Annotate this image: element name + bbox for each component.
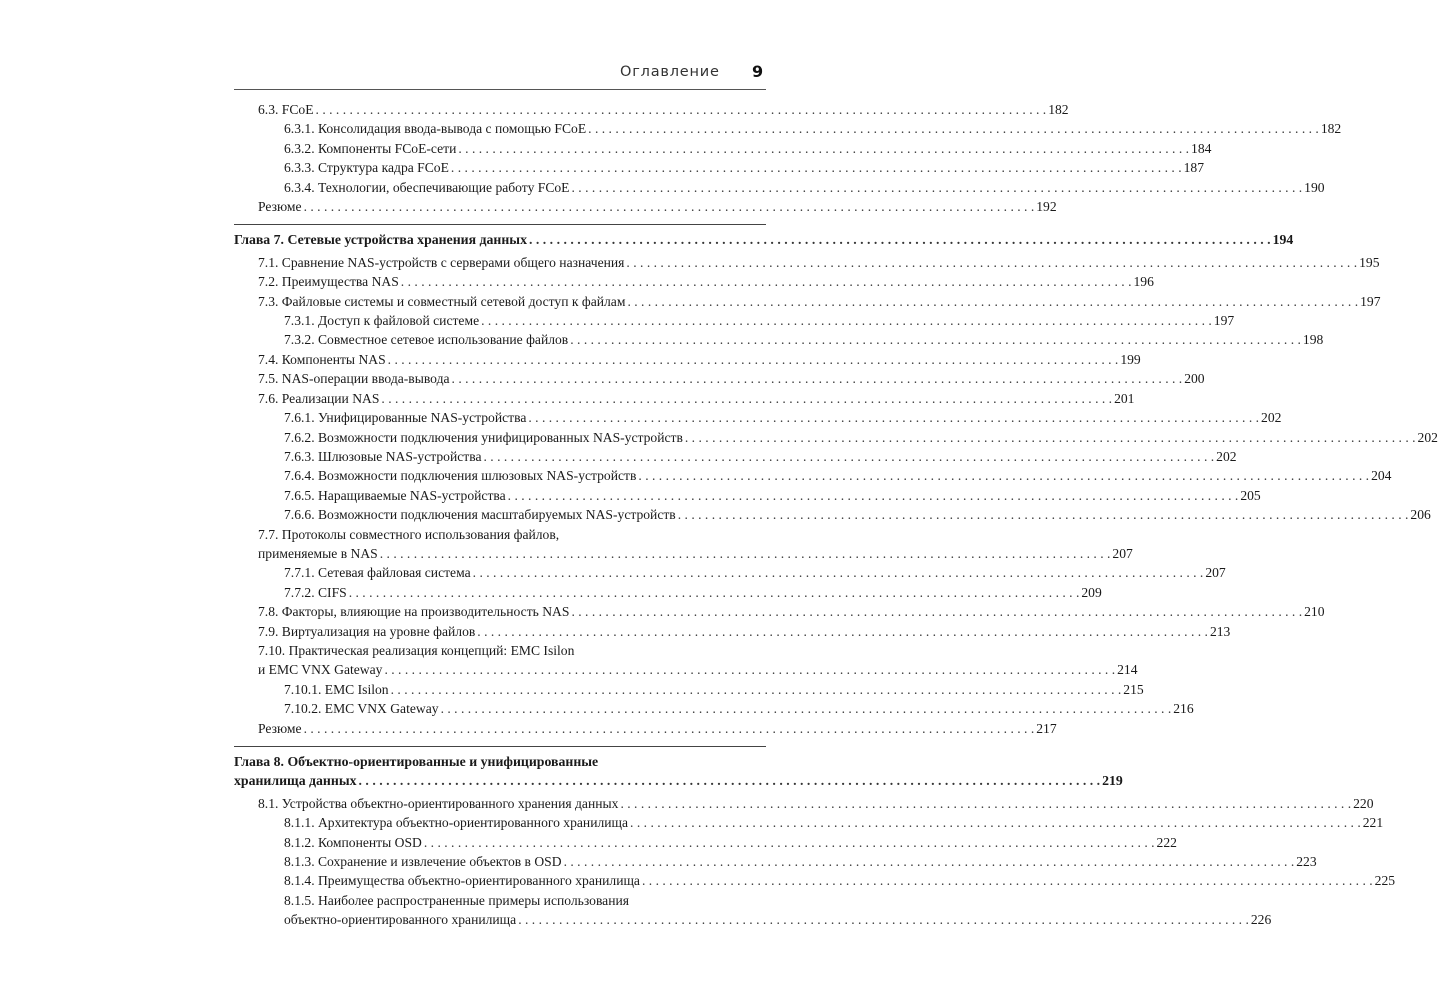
toc-entry-title: Глава 8. Объектно-ориентированные и унифицированные	[234, 754, 599, 769]
toc-entry[interactable]	[234, 699, 1194, 718]
toc-entry-title: 7.7. Протоколы совместного использования файлов,	[258, 526, 560, 542]
toc-entry-page: 220	[1353, 795, 1374, 811]
toc-entry-title: Резюме	[258, 199, 302, 215]
toc-entry-title-cont: и EMC VNX Gateway	[258, 662, 383, 678]
dot-leader	[304, 197, 1035, 216]
toc-entry[interactable]	[234, 119, 1342, 138]
toc-entry[interactable]	[234, 563, 1226, 582]
toc-entry-page: 197	[1360, 293, 1381, 309]
dot-leader	[620, 794, 1351, 813]
dot-leader	[401, 272, 1132, 291]
toc-entry-title: Глава 7. Сетевые устройства хранения данных	[234, 232, 527, 248]
toc-entry[interactable]	[234, 389, 1135, 408]
toc-entry-title: 7.9. Виртуализация на уровне файлов	[258, 623, 476, 639]
dot-leader	[304, 719, 1035, 738]
toc-entry[interactable]	[234, 505, 1431, 524]
toc-group	[234, 794, 1396, 891]
toc-entry-title: 6.3.1. Консолидация ввода-вывода с помощью FCoE	[284, 121, 587, 137]
dot-leader	[564, 852, 1295, 871]
toc-entry[interactable]	[234, 139, 1212, 158]
toc-entry[interactable]	[234, 178, 1325, 197]
toc-entry[interactable]	[234, 813, 1384, 832]
dot-leader	[685, 428, 1416, 447]
toc-entry[interactable]	[234, 369, 1205, 388]
toc-entry[interactable]	[234, 466, 1392, 485]
dot-leader	[452, 369, 1183, 388]
dot-leader	[570, 330, 1301, 349]
toc-entry-page: 202	[1216, 448, 1237, 464]
toc-group	[234, 680, 1194, 738]
dot-leader	[630, 813, 1361, 832]
toc-entry[interactable]	[234, 852, 1317, 871]
toc-entry-title-cont: объектно-ориентированного хранилища	[284, 912, 517, 928]
toc-entry-title: 7.7.2. CIFS	[284, 584, 347, 600]
toc-entry-page: 217	[1036, 720, 1057, 736]
toc-entry-page: 219	[1102, 773, 1123, 789]
dot-leader	[349, 583, 1080, 602]
toc-entry-title: 7.8. Факторы, влияющие на производительность NAS	[258, 604, 570, 620]
toc-entry-title: 7.7.1. Сетевая файловая система	[284, 565, 471, 581]
toc-entry-title: 7.1. Сравнение NAS-устройств с серверами общего назначения	[258, 254, 625, 270]
toc-entry-title: 8.1.4. Преимущества объектно-ориентированного хранилища	[284, 873, 640, 889]
toc-entry[interactable]	[234, 680, 1144, 699]
dot-leader	[642, 871, 1373, 890]
dot-leader	[380, 544, 1111, 563]
dot-leader	[483, 447, 1214, 466]
dot-leader	[481, 311, 1212, 330]
toc-entry[interactable]	[234, 752, 1123, 791]
toc-entry-page: 223	[1296, 854, 1317, 870]
toc-entry-title: 7.6. Реализации NAS	[258, 390, 380, 406]
toc-entry-page: 205	[1240, 487, 1261, 503]
toc-entry-title: 7.5. NAS-операции ввода-вывода	[258, 371, 450, 387]
toc-entry-page: 182	[1320, 121, 1342, 137]
toc-entry-page: 225	[1374, 873, 1396, 889]
toc-entry-title: 7.2. Преимущества NAS	[258, 274, 399, 290]
toc-entry-page: 194	[1272, 232, 1294, 248]
toc-entry[interactable]	[234, 197, 1057, 216]
dot-leader	[588, 119, 1319, 138]
dot-leader	[458, 139, 1189, 158]
dot-leader	[529, 230, 1271, 249]
toc-entry[interactable]	[234, 622, 1231, 641]
toc-entry-page: 190	[1304, 179, 1325, 195]
table-of-contents	[234, 100, 1438, 930]
toc-entry-title: 8.1.5. Наиболее распространенные примеры использования	[284, 892, 630, 908]
toc-entry[interactable]	[234, 158, 1204, 177]
chapter-heading-7	[234, 224, 1294, 249]
toc-entry[interactable]	[234, 525, 1133, 564]
running-header-title: Оглавление	[620, 64, 720, 80]
dot-leader	[441, 699, 1172, 718]
toc-entry[interactable]	[234, 330, 1324, 349]
toc-entry-page: 213	[1209, 623, 1231, 639]
toc-entry-page: 195	[1359, 254, 1380, 270]
toc-entry[interactable]	[234, 100, 1069, 119]
toc-entry[interactable]	[234, 833, 1177, 852]
toc-entry-title: 7.6.3. Шлюзовые NAS-устройства	[284, 448, 482, 464]
toc-entry-page: 182	[1048, 102, 1069, 117]
toc-entry-page: 202	[1417, 429, 1438, 445]
toc-entry-title: 7.6.2. Возможности подключения унифицированных NAS-устройств	[284, 429, 683, 445]
toc-entry-title: 6.3. FCoE	[258, 102, 314, 117]
dot-leader	[678, 505, 1409, 524]
toc-entry[interactable]	[234, 311, 1235, 330]
toc-group	[234, 253, 1438, 525]
toc-entry-title: 7.10. Практическая реализация концепций: EMC Isilon	[258, 642, 575, 658]
toc-entry[interactable]	[234, 447, 1237, 466]
toc-entry-title: 8.1.1. Архитектура объектно-ориентированного хранилища	[284, 815, 629, 831]
toc-entry-title: Резюме	[258, 720, 302, 736]
toc-entry-page: 216	[1173, 701, 1194, 717]
page-number: 9	[752, 62, 764, 81]
toc-entry-page: 201	[1114, 390, 1135, 406]
dot-leader	[381, 389, 1112, 408]
toc-entry-page: 226	[1250, 912, 1272, 928]
dot-leader	[528, 408, 1259, 427]
toc-entry-page: 202	[1261, 410, 1282, 426]
toc-entry[interactable]	[234, 871, 1396, 890]
toc-entry-page: 206	[1410, 507, 1431, 523]
toc-entry-title: 7.6.4. Возможности подключения шлюзовых NAS-устройств	[284, 468, 637, 484]
toc-entry-title: 7.6.1. Унифицированные NAS-устройства	[284, 410, 527, 426]
toc-entry-page: 197	[1213, 313, 1235, 329]
toc-entry-page: 196	[1133, 274, 1154, 290]
toc-entry[interactable]	[234, 272, 1154, 291]
toc-entry-title: 8.1.3. Сохранение и извлечение объектов в OSD	[284, 854, 562, 870]
toc-entry-title: 7.3.2. Совместное сетевое использование файлов	[284, 332, 569, 348]
dot-leader	[477, 622, 1208, 641]
toc-entry-page: 199	[1120, 351, 1141, 367]
toc-entry-page: 215	[1123, 681, 1144, 697]
toc-entry-page: 184	[1191, 140, 1212, 156]
dot-leader	[451, 158, 1182, 177]
toc-entry-title: 7.6.5. Наращиваемые NAS-устройства	[284, 487, 506, 503]
toc-entry-title: 7.10.1. EMC Isilon	[284, 681, 389, 697]
dot-leader	[384, 660, 1115, 679]
toc-entry-page: 200	[1184, 371, 1205, 387]
toc-entry[interactable]	[234, 602, 1325, 621]
toc-entry-title-cont: применяемые в NAS	[258, 545, 378, 561]
toc-entry-title: 8.1.2. Компоненты OSD	[284, 834, 422, 850]
dot-leader	[391, 680, 1122, 699]
toc-entry[interactable]	[234, 891, 1272, 930]
toc-entry-page: 207	[1205, 565, 1226, 581]
toc-entry-title: 7.3. Файловые системы и совместный сетевой доступ к файлам	[258, 293, 626, 309]
toc-entry-page: 204	[1371, 468, 1392, 484]
toc-entry-page: 192	[1036, 199, 1057, 215]
toc-entry-title: 6.3.2. Компоненты FCoE-сети	[284, 140, 457, 156]
dot-leader	[316, 100, 1047, 119]
dot-leader	[518, 910, 1249, 929]
toc-entry-title: 7.4. Компоненты NAS	[258, 351, 386, 367]
dot-leader	[627, 292, 1358, 311]
toc-entry[interactable]	[234, 292, 1381, 311]
toc-entry-title: 7.3.1. Доступ к файловой системе	[284, 313, 480, 329]
toc-entry-title-cont: хранилища данных	[234, 773, 357, 789]
toc-entry-page: 222	[1156, 834, 1177, 850]
dot-leader	[359, 771, 1101, 790]
toc-group	[234, 100, 1342, 216]
toc-entry[interactable]	[234, 794, 1374, 813]
toc-entry[interactable]	[234, 253, 1380, 272]
toc-entry-page: 187	[1183, 160, 1204, 176]
toc-entry-title: 7.6.6. Возможности подключения масштабируемых NAS-устройств	[284, 507, 676, 523]
toc-entry[interactable]	[234, 230, 1294, 249]
toc-entry-page: 207	[1112, 545, 1133, 561]
toc-entry-page: 210	[1304, 604, 1325, 620]
toc-entry-title: 7.10.2. EMC VNX Gateway	[284, 701, 439, 717]
header-divider	[234, 89, 766, 90]
dot-leader	[572, 178, 1303, 197]
toc-entry[interactable]	[234, 583, 1102, 602]
toc-entry[interactable]	[234, 428, 1438, 447]
toc-entry-title: 8.1. Устройства объектно-ориентированного хранения данных	[258, 795, 619, 811]
dot-leader	[388, 350, 1119, 369]
chapter-heading-8	[234, 746, 1123, 791]
dot-leader	[571, 602, 1302, 621]
toc-entry-page: 198	[1302, 332, 1324, 348]
toc-entry-page: 214	[1117, 662, 1138, 678]
toc-entry-page: 209	[1081, 584, 1102, 600]
toc-entry[interactable]	[234, 641, 1138, 680]
toc-entry-title: 6.3.3. Структура кадра FCoE	[284, 160, 449, 176]
dot-leader	[424, 833, 1155, 852]
toc-entry-title: 6.3.4. Технологии, обеспечивающие работу FCoE	[284, 179, 570, 195]
toc-group	[234, 563, 1325, 641]
toc-entry-page: 221	[1362, 815, 1384, 831]
dot-leader	[473, 563, 1204, 582]
toc-entry[interactable]	[234, 350, 1141, 369]
dot-leader	[638, 466, 1369, 485]
toc-entry[interactable]	[234, 486, 1261, 505]
dot-leader	[626, 253, 1357, 272]
dot-leader	[508, 486, 1239, 505]
toc-entry[interactable]	[234, 408, 1282, 427]
toc-entry[interactable]	[234, 719, 1057, 738]
